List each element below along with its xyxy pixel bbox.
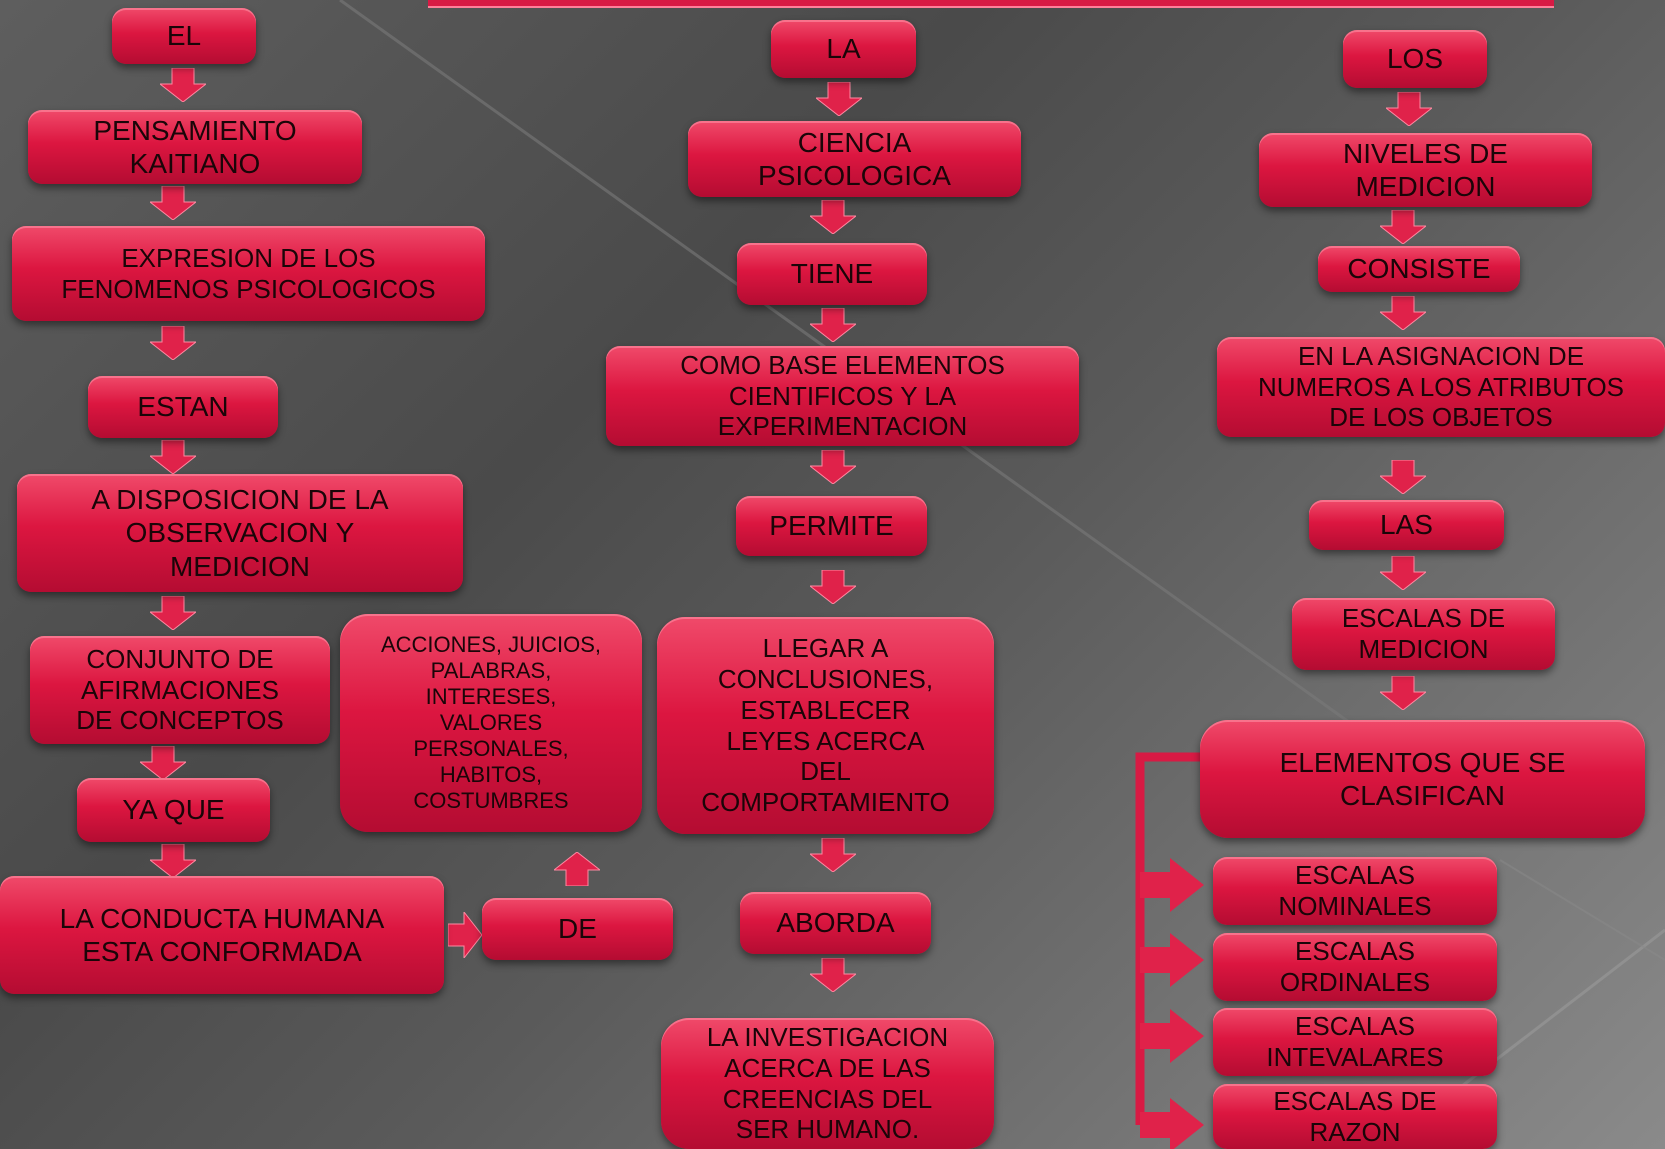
node-permite: PERMITE (736, 496, 927, 556)
node-consiste: CONSISTE (1318, 246, 1520, 292)
node-estan: ESTAN (88, 376, 278, 438)
down-arrow-icon (810, 308, 856, 342)
node-tiene: TIENE (737, 243, 927, 305)
node-acciones-juicios: ACCIONES, JUICIOS, PALABRAS, INTERESES, VALORES PERSONALES, HABITOS, COSTUMBRES (340, 614, 642, 832)
node-pensamiento-kaitiano: PENSAMIENTO KAITIANO (28, 110, 362, 184)
node-niveles-medicion: NIVELES DE MEDICION (1259, 133, 1592, 207)
down-arrow-icon (140, 746, 186, 780)
node-conjunto-afirmaciones: CONJUNTO DE AFIRMACIONES DE CONCEPTOS (30, 636, 330, 744)
up-arrow-icon (554, 852, 600, 886)
node-asignacion-numeros: EN LA ASIGNACION DE NUMEROS A LOS ATRIBUTOS DE LOS OBJETOS (1217, 337, 1665, 437)
node-aborda: ABORDA (740, 892, 931, 954)
node-escalas-razon: ESCALAS DE RAZON (1213, 1084, 1497, 1149)
right-arrow-icon (448, 912, 482, 958)
node-ya-que: YA QUE (77, 778, 270, 842)
down-arrow-icon (150, 440, 196, 474)
down-arrow-icon (150, 326, 196, 360)
down-arrow-icon (1380, 460, 1426, 494)
down-arrow-icon (150, 596, 196, 630)
down-arrow-icon (810, 570, 856, 604)
node-conducta-humana: LA CONDUCTA HUMANA ESTA CONFORMADA (0, 876, 444, 994)
down-arrow-icon (1380, 296, 1426, 330)
node-investigacion-creencias: LA INVESTIGACION ACERCA DE LAS CREENCIAS DEL SER HUMANO. (661, 1018, 994, 1149)
node-ciencia-psicologica: CIENCIA PSICOLOGICA (688, 121, 1021, 197)
down-arrow-icon (810, 958, 856, 992)
node-escalas-medicion: ESCALAS DE MEDICION (1292, 598, 1555, 670)
node-escalas-ordinales: ESCALAS ORDINALES (1213, 933, 1497, 1001)
top-banner-edge (428, 0, 1554, 8)
down-arrow-icon (1380, 210, 1426, 244)
node-expresion-fenomenos: EXPRESION DE LOS FENOMENOS PSICOLOGICOS (12, 226, 485, 321)
node-llegar-conclusiones: LLEGAR A CONCLUSIONES, ESTABLECER LEYES ACERCA DEL COMPORTAMIENTO (657, 617, 994, 834)
node-la: LA (771, 20, 916, 78)
node-escalas-nominales: ESCALAS NOMINALES (1213, 857, 1497, 925)
down-arrow-icon (160, 68, 206, 102)
down-arrow-icon (810, 838, 856, 872)
node-el: EL (112, 8, 256, 64)
down-arrow-icon (1386, 92, 1432, 126)
down-arrow-icon (1380, 676, 1426, 710)
down-arrow-icon (150, 186, 196, 220)
node-disposicion-observacion: A DISPOSICION DE LA OBSERVACION Y MEDICION (17, 474, 463, 592)
node-elementos-clasifican: ELEMENTOS QUE SE CLASIFICAN (1200, 720, 1645, 838)
down-arrow-icon (810, 200, 856, 234)
node-las: LAS (1309, 500, 1504, 550)
down-arrow-icon (816, 82, 862, 116)
node-escalas-intevalares: ESCALAS INTEVALARES (1213, 1008, 1497, 1076)
node-los: LOS (1343, 30, 1487, 88)
down-arrow-icon (810, 450, 856, 484)
node-de: DE (482, 898, 673, 960)
node-como-base-elementos: COMO BASE ELEMENTOS CIENTIFICOS Y LA EXPERIMENTACION (606, 346, 1079, 446)
down-arrow-icon (1380, 556, 1426, 590)
down-arrow-icon (150, 844, 196, 878)
